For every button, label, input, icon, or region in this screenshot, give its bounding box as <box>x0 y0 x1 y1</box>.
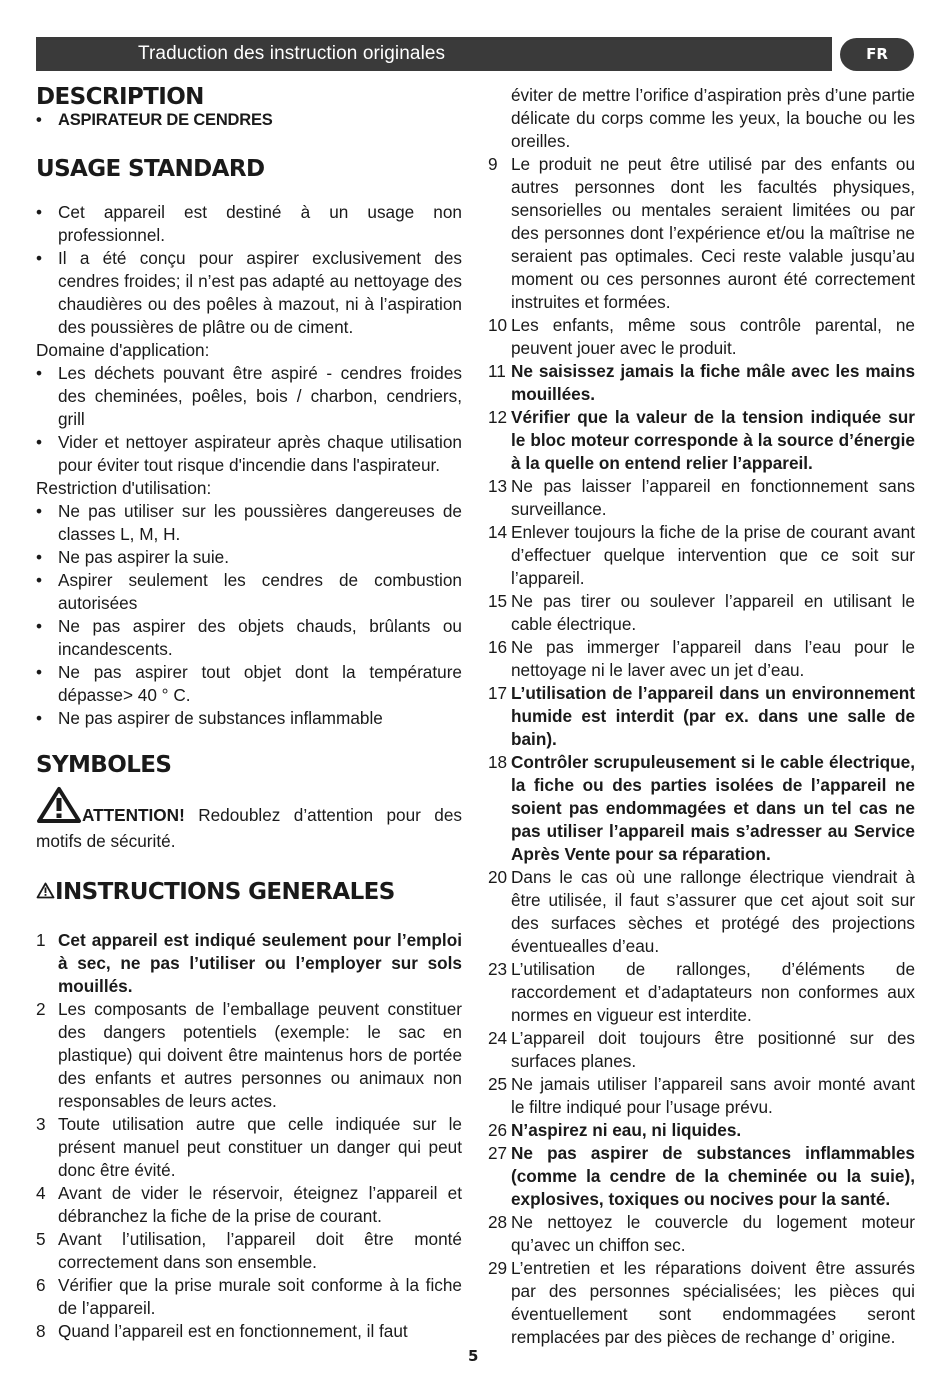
instruction-item: 9 Le produit ne peut être utilisé par des enfants ou autres personnes dont les facultés physiques, sensorielles ou mentales seraient limitées ou par des personnes dont l’expérience et/ou la maîtrise ne seraient pas optimales. Ceci reste valable jusqu’au moment ou ces personnes auront été correctement instruites et formées. <box>488 154 915 312</box>
instruction-item: 12 Vérifier que la valeur de la tension indiquée sur le bloc moteur corresponde à la source d’énergie à la quelle on entend relier l’appareil. <box>488 407 915 473</box>
instruction-item: 26 N’aspirez ni eau, ni liquides. <box>488 1120 742 1140</box>
instruction-item: 2 Les composants de l’emballage peuvent constituer des dangers potentiels (exemple: le sac en plastique) qui doivent être maintenus hors de portée des enfants et autres personnes ou animaux non responsables de leurs actes. <box>36 999 462 1111</box>
description-item: • ASPIRATEUR DE CENDRES <box>36 111 273 129</box>
instruction-item: 8 Quand l’appareil est en fonctionnement, il faut <box>36 1321 408 1341</box>
attention-paragraph <box>36 786 462 853</box>
instruction-item: 5 Avant l’utilisation, l’appareil doit être monté correctement dans son ensemble. <box>36 1229 462 1272</box>
instruction-item: 15 Ne pas tirer ou soulever l’appareil en utilisant le cable électrique. <box>488 591 915 634</box>
restriction-bullet: • Ne pas aspirer la suie. <box>36 547 230 567</box>
domain-bullet: • Vider et nettoyer aspirateur après chaque utilisation pour éviter tout risque d'incendie dans l'aspirateur. <box>36 432 462 475</box>
left-column <box>36 82 462 1343</box>
instruction-item: 1 Cet appareil est indiqué seulement pour l’emploi à sec, ne pas l’utiliser ou l’employer sur sols mouillés. <box>36 930 462 996</box>
instruction-item: 3 Toute utilisation autre que celle indiquée sur le présent manuel peut constituer un danger qui peut donc être évité. <box>36 1114 462 1180</box>
domain-label: Domaine d'application: <box>36 340 210 360</box>
instruction-continuation: éviter de mettre l’orifice d’aspiration près d’une partie délicate du corps comme les yeux, la bouche ou les oreilles. <box>511 85 915 151</box>
warning-triangle-icon <box>36 877 55 907</box>
warning-triangle-icon <box>36 786 82 830</box>
header-bar <box>36 37 832 71</box>
usage-bullet: • Cet appareil est destiné à un usage non professionnel. <box>36 202 462 245</box>
attention-label: ATTENTION! <box>82 805 185 825</box>
restriction-bullet: • Ne pas aspirer de substances inflammable <box>36 708 383 728</box>
instruction-item: 11 Ne saisissez jamais la fiche mâle avec les mains mouillées. <box>488 361 915 404</box>
instruction-item: 10 Les enfants, même sous contrôle parental, ne peuvent jouer avec le produit. <box>488 315 915 358</box>
usage-heading: USAGE STANDARD <box>36 156 265 182</box>
instruction-item: 16 Ne pas immerger l’appareil dans l’eau pour le nettoyage ni le laver avec un jet d’eau. <box>488 637 915 680</box>
instruction-item: 23 L’utilisation de rallonges, d’éléments de raccordement et d’adaptateurs non conformes aux normes en vigueur est interdite. <box>488 959 915 1025</box>
instruction-item: 13 Ne pas laisser l’appareil en fonctionnement sans surveillance. <box>488 476 915 519</box>
header-title: Traduction des instruction originales <box>138 43 446 64</box>
instruction-item: 18 Contrôler scrupuleusement si le cable électrique, la fiche ou des parties isolées de l’appareil ne soient pas endommagées et dans un tel cas ne pas utiliser l’appareil mais s’adresser au Service Après Vente pour sa réparation. <box>488 752 915 864</box>
restriction-bullet: • Ne pas utiliser sur les poussières dangereuses de classes L, M, H. <box>36 501 462 544</box>
symbols-heading: SYMBOLES <box>36 752 172 778</box>
usage-bullet: • Il a été conçu pour aspirer exclusivement des cendres froides; il n’est pas adapté au nettoyage des chaudières ou des poêles à mazout, ni à l’aspiration des poussières de plâtre ou de ciment. <box>36 248 462 337</box>
instruction-item: 20 Dans le cas où une rallonge électrique viendrait à être utilisée, il faut s’assurer que cet ajout soit sur des surfaces sèches et protégé des projections éventuealles d’eau. <box>488 867 915 956</box>
description-heading: DESCRIPTION <box>36 84 204 110</box>
restriction-bullet: • Ne pas aspirer tout objet dont la température dépasse> 40 ° C. <box>36 662 462 705</box>
right-column <box>488 84 915 1349</box>
language-badge: FR <box>840 38 914 71</box>
instruction-item: 14 Enlever toujours la fiche de la prise de courant avant d’effectuer quelque intervention que ce soit sur l’appareil. <box>488 522 915 588</box>
attention-text: Redoublez d’attention pour des motifs de sécurité. <box>36 805 462 851</box>
general-heading: INSTRUCTIONS GENERALES <box>36 877 462 907</box>
instruction-item: 6 Vérifier que la prise murale soit conforme à la fiche de l’appareil. <box>36 1275 462 1318</box>
instruction-item: 17 L’utilisation de l’appareil dans un environnement humide est interdit (par ex. dans une salle de bain). <box>488 683 915 749</box>
restriction-label: Restriction d'utilisation: <box>36 478 212 498</box>
domain-bullet: • Les déchets pouvant être aspiré - cendres froides des cheminées, poêles, bois / charbon, cendriers, grill <box>36 363 462 429</box>
instruction-item: 29 L’entretien et les réparations doivent être assurés par des personnes spécialisées; les pièces qui éventuellement sont endommagées seront remplacées par des pièces de rechange d’ origine. <box>488 1258 915 1347</box>
instruction-item: 4 Avant de vider le réservoir, éteignez l’appareil et débranchez la fiche de la prise de courant. <box>36 1183 462 1226</box>
restriction-bullet: • Ne pas aspirer des objets chauds, brûlants ou incandescents. <box>36 616 462 659</box>
page-number: 5 <box>468 1347 479 1365</box>
restriction-bullet: • Aspirer seulement les cendres de combustion autorisées <box>36 570 462 613</box>
instruction-item: 27 Ne pas aspirer de substances inflammables (comme la cendre de la cheminée ou la suie), explosives, toxiques ou nocives pour la santé. <box>488 1143 915 1209</box>
instruction-item: 25 Ne jamais utiliser l’appareil sans avoir monté avant le filtre indiqué pour l’usage prévu. <box>488 1074 915 1117</box>
instruction-item: 28 Ne nettoyez le couvercle du logement moteur qu’avec un chiffon sec. <box>488 1212 915 1255</box>
instruction-item: 24 L’appareil doit toujours être positionné sur des surfaces planes. <box>488 1028 915 1071</box>
